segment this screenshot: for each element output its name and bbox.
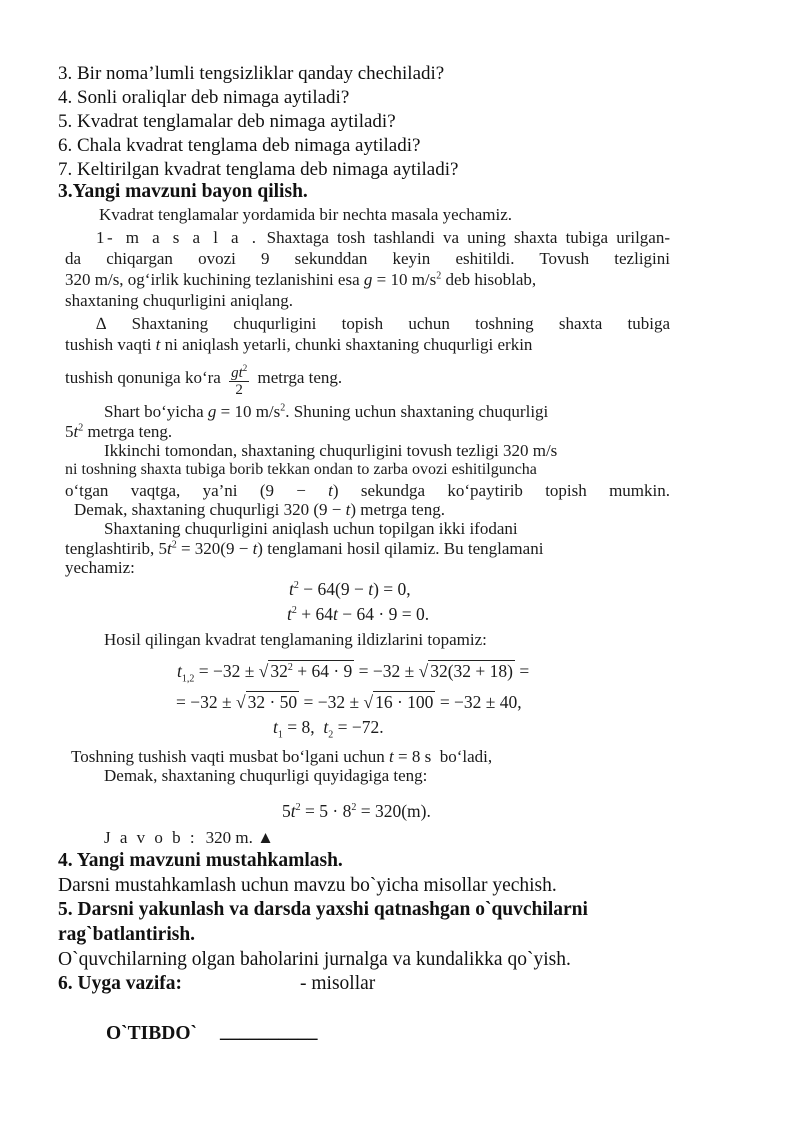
question-6: 6. Chala kvadrat tenglama deb nimaga aytiladi?	[58, 135, 421, 156]
question-3: 3. Bir noma’lumli tengsizliklar qanday chechiladi?	[58, 63, 445, 84]
equation-1: $t^2 - 64(9 - t) = 0$,	[289, 579, 411, 599]
equation-2: $t^2 + 64t - 64 \cdot 9 = 0$.	[287, 604, 430, 624]
section-3-title: 3.Yangi mavzuni bayon qilish.	[58, 181, 308, 202]
section-4-text: Darsni mustahkamlash uchun mavzu bo`yicha misollar yechish.	[58, 875, 557, 896]
ikkinchi-line-1: Ikkinchi tomondan, shaxtaning chuqurligini tovush tezligi 320 m/s	[104, 441, 558, 460]
signature-label: O`TIBDO`	[106, 1023, 198, 1044]
hosil-line: Hosil qilingan kvadrat tenglamaning ildizlarini topamiz:	[104, 630, 487, 649]
signature-line: __________	[220, 1021, 318, 1042]
ikkinchi-line-3: o‘tgan vaqtga, ya’ni (9 − t) sekundga ko‘paytirib topish mumkin.	[65, 481, 670, 500]
section-5-title-line-2: rag`batlantirish.	[58, 924, 196, 945]
solution-line-3: tushish qonuniga ko‘ra $\frac{gt^2}{2}$ metrga teng.	[65, 360, 342, 398]
section-5-title-line-1: 5. Darsni yakunlash va darsda yaxshi qatnashgan o`quvchilarni	[58, 899, 588, 920]
ikkinchi-line-2: ni toshning shaxta tubiga borib tekkan ondan to zarba ovozi eshitilguncha	[65, 461, 537, 478]
problem-line-3: 320 m/s, og‘irlik kuchining tezlanishini esa g = 10 $m/s^2$ deb hisoblab,	[65, 270, 537, 289]
shart-line-1: Shart bo‘yicha g = 10 $m/s^2$. Shuning uchun shaxtaning chuqurligi	[104, 402, 549, 421]
shart-line-2: $5t^2$ metrga teng.	[65, 422, 173, 441]
toshning-line: Toshning tushish vaqti musbat bo‘lgani uchun t = 8 s bo‘ladi,	[71, 747, 493, 766]
problem-line-1: 1- m a s a l a . Shaxtaga tosh tashlandi va uning shaxta tubiga urilgan-	[96, 228, 671, 247]
shaxtaning-line-3: yechamiz:	[65, 558, 135, 577]
problem-line-4: shaxtaning chuqurligini aniqlang.	[65, 291, 294, 310]
javob-line: J a v o b : 320 m. ▲	[104, 828, 274, 847]
question-7: 7. Keltirilgan kvadrat tenglama deb nimaga aytiladi?	[58, 159, 459, 180]
solution-line-2: tushish vaqti t ni aniqlash yetarli, chunki shaxtaning chuqurligi erkin	[65, 335, 533, 354]
demak-line: Demak, shaxtaning chuqurligi quyidagiga teng:	[104, 766, 428, 785]
shaxtaning-line-2: tenglashtirib, $5t^2 = 320(9 - t)$ tenglamani hosil qilamiz. Bu tenglamani	[65, 539, 544, 558]
question-5: 5. Kvadrat tenglamalar deb nimaga aytiladi?	[58, 111, 396, 132]
roots-line-2: = −32 ± √ 32 · 50 = −32 ± √ 16 · 100 = −32 ± 40,	[176, 692, 522, 712]
section-6-title: 6. Uyga vazifa:	[58, 973, 183, 994]
section-4-title: 4. Yangi mavzuni mustahkamlash.	[58, 850, 343, 871]
section-5-text: O`quvchilarning olgan baholarini jurnalga va kundalikka qo`yish.	[58, 949, 571, 970]
roots-line-3: $t_1 = 8$, $t_2 = -72$.	[273, 717, 384, 741]
question-4: 4. Sonli oraliqlar deb nimaga aytiladi?	[58, 87, 350, 108]
roots-line-1: $t_{1,2} = -32$ ± √ $32^2 + 64 \cdot 9 = -32$ ± √ 32(32 + 18) =	[177, 661, 530, 685]
intro-line: Kvadrat tenglamalar yordamida bir nechta masala yechamiz.	[99, 205, 513, 224]
equation-answer: $5t^2 = 5 \cdot 8^2 = 320(m)$.	[282, 801, 431, 821]
solution-line-1: ∆ Shaxtaning chuqurligini topish uchun toshning shaxta tubiga	[96, 314, 670, 333]
fraction-gt2-over-2: $\frac{gt^2}{2}$	[229, 360, 249, 398]
delta-icon: ∆	[96, 314, 107, 333]
shaxtaning-line-1: Shaxtaning chuqurligini aniqlash uchun topilgan ikki ifodani	[104, 519, 518, 538]
section-6-text: - misollar	[300, 973, 376, 994]
problem-line-2: da chiqargan ovozi 9 sekunddan keyin eshitildi. Tovush tezligini	[65, 249, 670, 268]
triangle-icon: ▲	[257, 828, 274, 847]
ikkinchi-line-4: Demak, shaxtaning chuqurligi 320 (9 − t) metrga teng.	[74, 500, 445, 519]
